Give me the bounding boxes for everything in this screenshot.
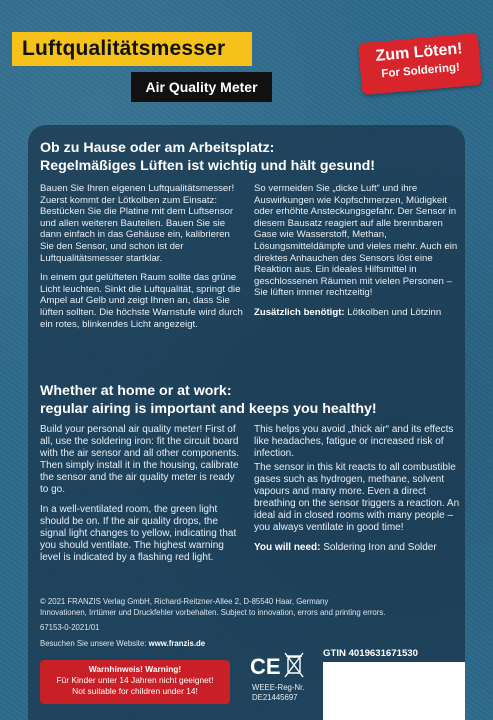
weee-bin-icon xyxy=(285,653,303,677)
ce-mark-icon: CE xyxy=(250,654,281,679)
english-required xyxy=(254,542,464,554)
german-required xyxy=(254,307,462,319)
english-paragraph-1: Build your personal air quality meter! First of all, use the soldering iron: fit the circuit board with the air sensor and all other components. Then simply install it in the housing, calibrate the sensor and the air quality meter is ready to go. xyxy=(40,424,239,495)
german-left-column xyxy=(40,183,243,338)
copyright-line-2: Innovationen, Irrtümer und Druckfehler vorbehalten. Subject to innovation, errors and printing errors. xyxy=(40,607,386,617)
english-left-column xyxy=(40,424,243,572)
article-number: 67153-0-2021/01 xyxy=(40,623,100,632)
certification-marks xyxy=(250,650,310,680)
age-warning-box xyxy=(40,660,230,704)
german-right-column xyxy=(254,183,462,327)
german-heading-line2: Regelmäßiges Lüften ist wichtig und hält gesund! xyxy=(40,158,375,174)
english-heading xyxy=(40,382,460,418)
badge-line-english: For Soldering! xyxy=(380,61,461,81)
german-required-value: Lötkolben und Lötzinn xyxy=(347,306,442,318)
english-paragraph-2: In a well-ventilated room, the green light should be on. If the air quality drops, the signal light changes to yellow, indicating that you should ventilate. The highest warning level is indicated by a flashing red light. xyxy=(40,504,237,563)
german-paragraph-2: In einem gut gelüfteten Raum sollte das grüne Licht leuchten. Sinkt die Luftqualität, springt die Ampel auf Gelb und zeigt Ihnen an, dass Sie lüften sollten. Die höchste Warnstufe wird durch ein rotes, blinkendes Licht angezeigt. xyxy=(40,272,243,330)
barcode-area xyxy=(323,662,465,720)
weee-number: DE21445697 xyxy=(252,693,298,702)
german-paragraph-3: So vermeiden Sie „dicke Luft“ und ihre Auswirkungen wie Kopfschmerzen, Müdigkeit oder erhöhte Ansteckungsgefahr. Der Sensor in diesem Bausatz reagiert auf alle brennbaren Gase wie Wasserstoff, Methan, Lösungsmitteldämpfe und vieles mehr. Auch ein direktes Anhauchen des Sensors löst eine Reaktion aus. Ein ideales Hilfsmittel in geschlossenen Räumen mit vielen Personen – Sie lüften immer rechtzeitig! xyxy=(254,183,458,299)
soldering-badge xyxy=(358,33,482,95)
website-line xyxy=(40,639,205,650)
english-paragraph-3: This helps you avoid „thick air“ and its effects like headaches, fatigue or increased risk of infection. xyxy=(254,424,454,459)
product-subtitle: Air Quality Meter xyxy=(131,72,272,102)
german-paragraph-1: Bauen Sie Ihren eigenen Luftqualitätsmesser! Zuerst kommt der Lötkolben zum Einsatz: Bestücken Sie die Platine mit dem Luftsensor und allen weiteren Bauteilen. Bauen Sie sie dann einfach in das Gehäuse ein, kalibrieren Sie den Sensor, und schon ist der Luftqualitätsmesser startklar. xyxy=(40,183,235,264)
website-label: Besuchen Sie unsere Website: xyxy=(40,639,147,648)
website-link[interactable]: www.franzis.de xyxy=(148,639,206,648)
german-required-label: Zusätzlich benötigt: xyxy=(254,306,345,318)
badge-line-german: Zum Löten! xyxy=(374,40,464,65)
german-heading xyxy=(40,139,460,175)
copyright-line-1: © 2021 FRANZIS Verlag GmbH, Richard-Reitzner-Allee 2, D-85540 Haar, Germany xyxy=(40,597,329,606)
warning-title: Warnhinweis! Warning! xyxy=(88,664,182,674)
warning-english: Not suitable for children under 14! xyxy=(72,686,198,696)
warning-german: Für Kinder unter 14 Jahren nicht geeignet! xyxy=(56,675,214,685)
gtin-number: GTIN 4019631671530 xyxy=(323,648,418,659)
weee-registration xyxy=(252,683,304,703)
english-heading-line2: regular airing is important and keeps you healthy! xyxy=(40,401,377,417)
product-title: Luftqualitätsmesser xyxy=(12,32,252,66)
english-required-label: You will need: xyxy=(254,542,321,553)
english-right-column xyxy=(254,424,464,562)
english-required-value: Soldering Iron and Solder xyxy=(323,542,437,553)
weee-label: WEEE-Reg-Nr. xyxy=(252,683,305,692)
german-heading-line1: Ob zu Hause oder am Arbeitsplatz: xyxy=(40,140,275,156)
english-paragraph-4: The sensor in this kit reacts to all combustible gases such as hydrogen, methane, solvent vapours and many more. Even a direct breathing on the sensor triggers a reaction. An ideal aid in closed rooms with many people – you always ventilate in good time! xyxy=(254,462,460,533)
copyright-notice xyxy=(40,597,470,618)
english-heading-line1: Whether at home or at work: xyxy=(40,383,232,399)
